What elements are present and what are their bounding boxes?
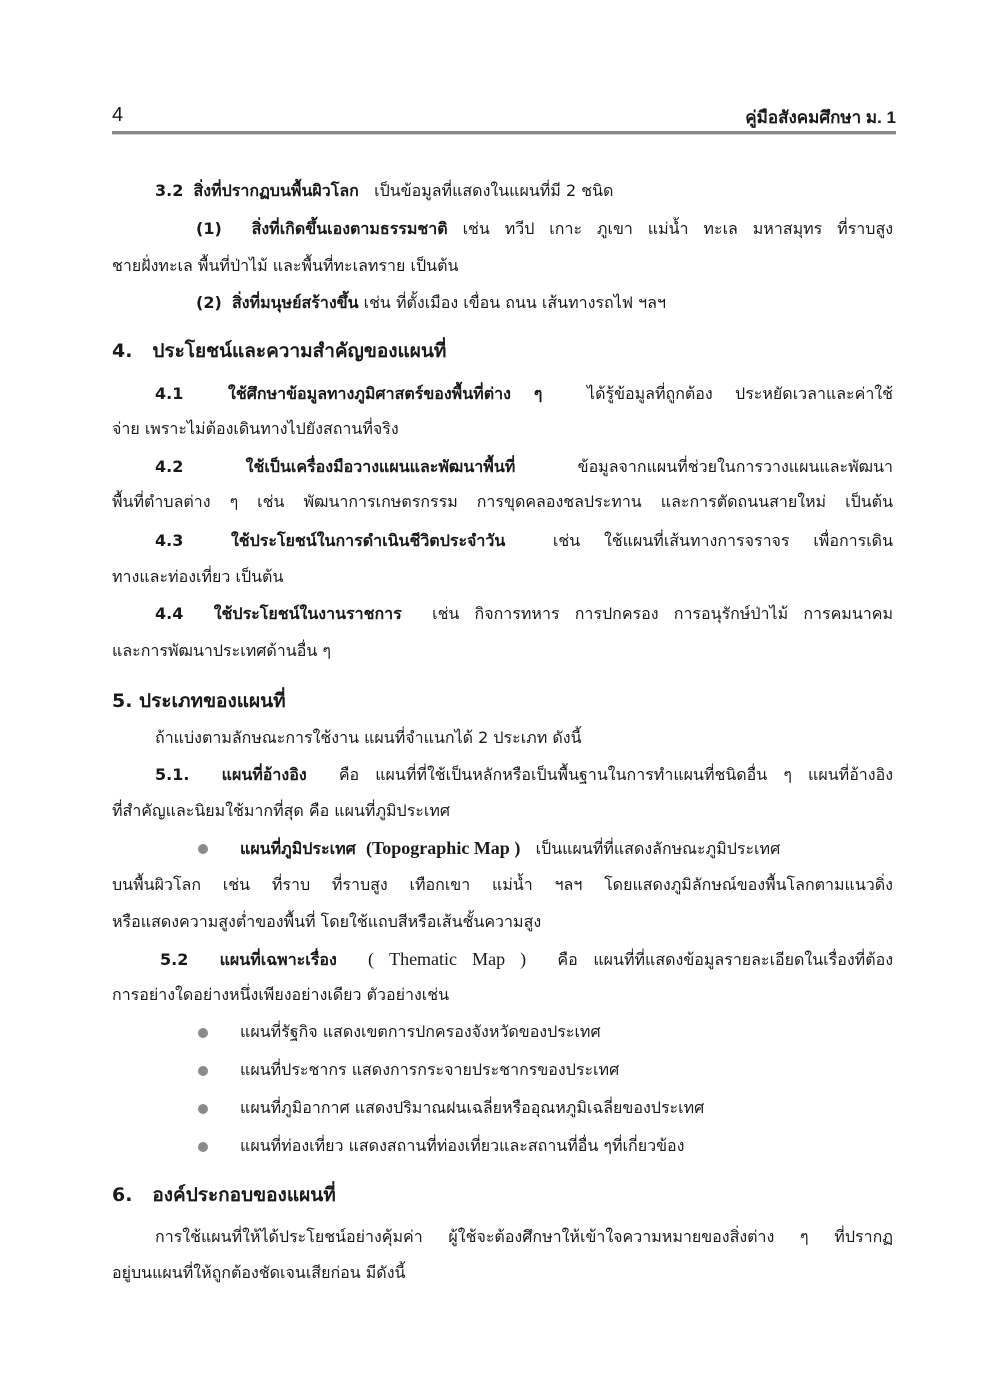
item-number: 5.2 xyxy=(160,950,189,969)
item-text: เช่น ทวีป เกาะ ภูเขา แม่น้ำ ทะเล มหาสมุทร ที่ราบสูง xyxy=(462,219,894,238)
page-number: 4 xyxy=(112,104,124,126)
heading-number: 6. xyxy=(112,1184,133,1206)
item-5-1-line-2: ที่สำคัญและนิยมใช้มากที่สุด คือ แผนที่ภูมิประเทศ xyxy=(112,801,451,820)
item-4-3-line xyxy=(155,530,893,552)
section-5-heading: 5. ประเภทของแผนที่ xyxy=(112,690,286,712)
section-4-heading xyxy=(112,340,446,362)
item-4-4-line xyxy=(155,603,893,625)
page-header xyxy=(112,100,896,130)
example-item: แผนที่ท่องเที่ยว แสดงสถานที่ท่องเที่ยวและสถานที่อื่น ๆที่เกี่ยวข้อง xyxy=(240,1136,685,1155)
item-text: คือ แผนที่ที่แสดงข้อมูลรายละเอียดในเรื่องที่ต้อง xyxy=(557,950,894,969)
item-text: ข้อมูลจากแผนที่ช่วยในการวางแผนและพัฒนา xyxy=(577,457,894,476)
topo-line-2: บนพื้นผิวโลก เช่น ที่ราบ ที่ราบสูง เทือกเขา แม่น้ำ ฯลฯ โดยแสดงภูมิลักษณ์ของพื้นโลกตามแนวดิ่ง xyxy=(112,875,893,894)
item-number: (2) xyxy=(196,293,222,312)
item-title: แผนที่อ้างอิง xyxy=(221,765,307,784)
item-text: เช่น ที่ตั้งเมือง เขื่อน ถนน เส้นทางรถไฟ ฯลฯ xyxy=(363,293,666,312)
section-title: สิ่งที่ปรากฏบนพื้นผิวโลก xyxy=(193,181,359,200)
item-title: แผนที่เฉพาะเรื่อง xyxy=(219,950,337,969)
section-5-intro: ถ้าแบ่งตามลักษณะการใช้งาน แผนที่จำแนกได้ 2 ประเภท ดังนี้ xyxy=(155,728,582,747)
section-3-2-line xyxy=(155,180,613,202)
header-divider xyxy=(112,131,896,135)
item-text: คือ แผนที่ที่ใช้เป็นหลักหรือเป็นพื้นฐานในการทำแผนที่ชนิดอื่น ๆ แผนที่อ้างอิง xyxy=(338,765,894,784)
item-text: เช่น ใช้แผนที่เส้นทางการจราจร เพื่อการเดิน xyxy=(552,531,893,550)
section-number: 3.2 xyxy=(155,181,184,200)
book-title: คู่มือสังคมศึกษา ม. 1 xyxy=(745,108,896,127)
heading-text: องค์ประกอบของแผนที่ xyxy=(152,1184,336,1206)
item-title: สิ่งที่มนุษย์สร้างขึ้น xyxy=(231,293,359,312)
item-title: สิ่งที่เกิดขึ้นเองตามธรรมชาติ xyxy=(251,219,448,238)
item-number: 4.1 xyxy=(155,384,184,403)
section-6-line: การใช้แผนที่ให้ได้ประโยชน์อย่างคุ้มค่า ผู้ใช้จะต้องศึกษาให้เข้าใจความหมายของสิ่งต่าง ๆ ที่ปรากฏ xyxy=(155,1227,893,1246)
example-item: แผนที่ประชากร แสดงการกระจายประชากรของประเทศ xyxy=(240,1060,620,1079)
item-text: ได้รู้ข้อมูลที่ถูกต้อง ประหยัดเวลาและค่าใช้ xyxy=(587,384,894,403)
item-1-line-2: ชายฝั่งทะเล พื้นที่ป่าไม้ และพื้นที่ทะเลทราย เป็นต้น xyxy=(112,256,459,275)
item-4-2-line xyxy=(155,456,893,478)
item-4-3-line-2: ทางและท่องเที่ยว เป็นต้น xyxy=(112,567,284,586)
section-text: เป็นข้อมูลที่แสดงในแผนที่มี 2 ชนิด xyxy=(374,181,614,200)
section-6-line-2: อยู่บนแผนที่ให้ถูกต้องชัดเจนเสียก่อน มีดังนี้ xyxy=(112,1263,406,1282)
item-2-line xyxy=(196,292,666,314)
item-4-1-line xyxy=(155,383,893,405)
bullet-icon xyxy=(198,1028,208,1038)
section-6-heading xyxy=(112,1184,336,1206)
item-5-2-line-2: การอย่างใดอย่างหนึ่งเพียงอย่างเดียว ตัวอย่างเช่น xyxy=(112,985,450,1004)
bullet-icon xyxy=(198,1104,208,1114)
item-5-2-line xyxy=(160,948,893,971)
example-item: แผนที่ภูมิอากาศ แสดงปริมาณฝนเฉลี่ยหรืออุณหภูมิเฉลี่ยของประเทศ xyxy=(240,1098,705,1117)
item-number: 5.1. xyxy=(155,765,190,784)
example-item: แผนที่รัฐกิจ แสดงเขตการปกครองจังหวัดของประเทศ xyxy=(240,1022,601,1041)
item-4-4-line-2: และการพัฒนาประเทศด้านอื่น ๆ xyxy=(112,641,331,660)
item-number: 4.3 xyxy=(155,531,184,550)
item-text: เช่น กิจการทหาร การปกครอง การอนุรักษ์ป่าไม้ การคมนาคม xyxy=(432,604,894,623)
heading-text: ประโยชน์และความสำคัญของแผนที่ xyxy=(152,340,447,362)
item-english: ( Thematic Map ) xyxy=(368,949,527,969)
item-1-line xyxy=(196,218,893,240)
item-number: 4.4 xyxy=(155,604,184,623)
item-number: (1) xyxy=(196,219,222,238)
heading-number: 4. xyxy=(112,340,133,362)
item-title: ใช้เป็นเครื่องมือวางแผนและพัฒนาพื้นที่ xyxy=(245,457,516,476)
item-title: แผนที่ภูมิประเทศ xyxy=(240,839,356,858)
item-number: 4.2 xyxy=(155,457,184,476)
topo-line-3: หรือแสดงความสูงต่ำของพื้นที่ โดยใช้แถบสีหรือเส้นชั้นความสูง xyxy=(112,912,542,931)
item-4-1-line-2: จ่าย เพราะไม่ต้องเดินทางไปยังสถานที่จริง xyxy=(112,419,399,438)
item-title: ใช้ประโยชน์ในงานราชการ xyxy=(213,604,402,623)
bullet-icon xyxy=(198,844,208,854)
topo-line xyxy=(240,837,780,860)
item-text: เป็นแผนที่ที่แสดงลักษณะภูมิประเทศ xyxy=(535,839,781,858)
item-english: (Topographic Map ) xyxy=(365,838,521,858)
item-4-2-line-2: พื้นที่ตำบลต่าง ๆ เช่น พัฒนาการเกษตรกรรม การขุดคลองชลประทาน และการตัดถนนสายใหม่ เป็นต้น xyxy=(112,492,893,511)
item-title: ใช้ประโยชน์ในการดำเนินชีวิตประจำวัน xyxy=(230,531,506,550)
bullet-icon xyxy=(198,1142,208,1152)
bullet-icon xyxy=(198,1066,208,1076)
item-5-1-line xyxy=(155,764,893,786)
item-title: ใช้ศึกษาข้อมูลทางภูมิศาสตร์ของพื้นที่ต่าง ๆ xyxy=(228,384,543,403)
